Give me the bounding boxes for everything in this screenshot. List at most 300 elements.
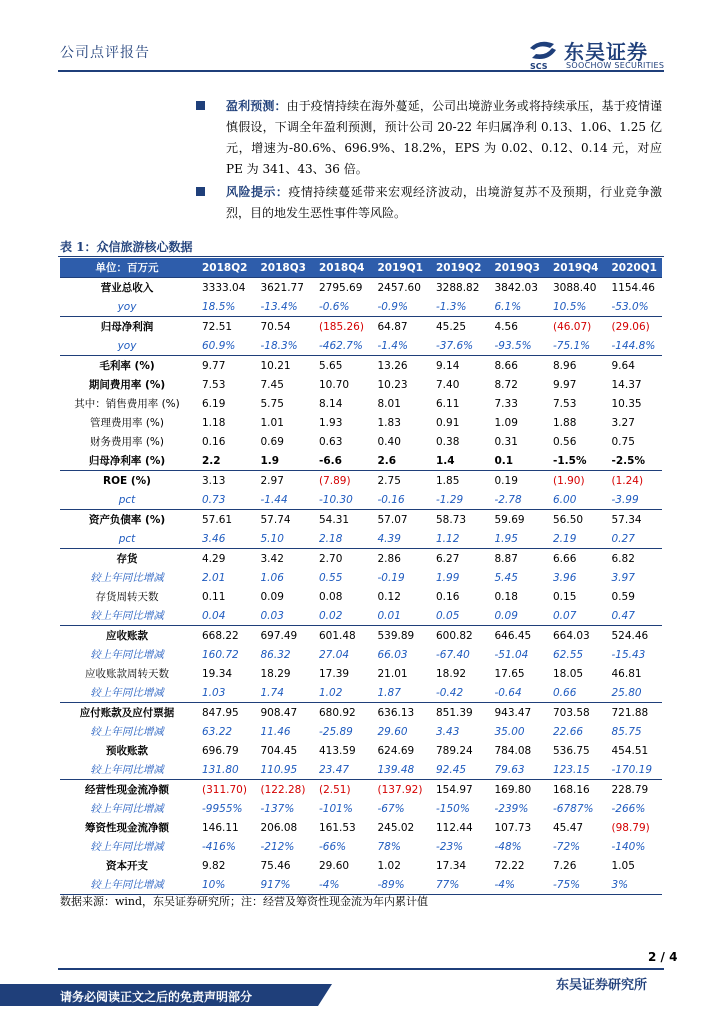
table-cell: 1.06 (260, 571, 284, 584)
table-cell: -137% (260, 802, 295, 815)
table-cell: 72.51 (194, 317, 253, 337)
table-cell: 536.75 (553, 744, 590, 757)
column-header: 2018Q3 (253, 258, 312, 278)
table-cell: 9.97 (553, 378, 577, 391)
table-cell: 206.08 (260, 821, 298, 834)
table-cell: 539.89 (370, 626, 429, 646)
table-cell: 3.13 (194, 471, 253, 491)
row-label: 预收账款 (106, 745, 148, 757)
table-cell: 0.09 (494, 609, 518, 622)
row-label: yoy (117, 300, 137, 313)
table-cell: 0.18 (494, 590, 518, 603)
table-cell: 11.46 (260, 725, 291, 738)
table-cell: -4% (311, 875, 370, 895)
table-cell: 1.4 (436, 454, 455, 467)
table-cell: 45.25 (428, 317, 487, 337)
table-cell: 18.29 (260, 667, 291, 680)
table-cell: 0.91 (436, 416, 460, 429)
row-label: yoy (117, 339, 137, 352)
table-cell: -1.44 (260, 493, 288, 506)
table-cell: 2.18 (319, 532, 343, 545)
table-cell: 664.03 (545, 626, 604, 646)
table-cell: 7.53 (202, 378, 226, 391)
table-cell: 624.69 (377, 744, 415, 757)
row-label: pct (118, 493, 136, 506)
table-cell: 1154.46 (604, 278, 663, 298)
table-cell: -48% (494, 840, 522, 853)
table-cell: 54.31 (311, 510, 370, 530)
table-cell: 1.74 (260, 686, 284, 699)
table-cell: 0.47 (611, 609, 635, 622)
row-label: 较上年同比增减 (90, 687, 164, 699)
table-cell: 5.10 (260, 532, 284, 545)
table-cell: 9.82 (202, 859, 226, 872)
table-cell: 5.45 (494, 571, 518, 584)
table-row (60, 645, 662, 664)
table-row (60, 741, 662, 760)
table-cell: -0.19 (377, 571, 405, 584)
table-cell: 704.45 (260, 744, 298, 757)
row-label: 较上年同比增减 (90, 726, 164, 738)
table-row (60, 587, 662, 606)
table-title: 表 1：众信旅游核心数据 (60, 240, 193, 254)
table-cell: 10.23 (377, 378, 408, 391)
table-cell: (185.26) (311, 317, 370, 337)
table-cell: 9.64 (604, 356, 663, 376)
row-label: 较上年同比增减 (90, 610, 164, 622)
table-cell: (7.89) (311, 471, 370, 491)
table-cell: 14.37 (611, 378, 642, 391)
table-cell: 721.88 (604, 703, 663, 723)
column-header: 2018Q2 (194, 258, 253, 278)
table-cell: 86.32 (260, 648, 291, 661)
table-cell: -4% (487, 875, 546, 895)
table-cell: 3088.40 (545, 278, 604, 298)
bullet-title: 盈利预测： (226, 99, 287, 113)
table-cell: 2.75 (370, 471, 429, 491)
table-cell: 107.73 (494, 821, 532, 834)
table-cell: -13.4% (260, 300, 298, 313)
table-cell: 72.22 (494, 859, 525, 872)
table-cell: 9.14 (428, 356, 487, 376)
column-header: 2019Q2 (428, 258, 487, 278)
core-data-table (60, 258, 662, 895)
table-cell: 413.59 (319, 744, 356, 757)
table-cell: -101% (319, 802, 353, 815)
table-row (60, 626, 662, 646)
table-cell: 2.19 (553, 532, 577, 545)
table-cell: 66.03 (377, 648, 408, 661)
table-cell: -1.29 (436, 493, 464, 506)
table-cell: 60.9% (202, 339, 236, 352)
table-cell: 57.34 (604, 510, 663, 530)
column-header: 2018Q4 (311, 258, 370, 278)
row-label: 存货 (60, 549, 194, 569)
table-row (60, 875, 662, 895)
row-label: 管理费用率 (%) (89, 417, 164, 429)
table-cell: 2457.60 (370, 278, 429, 298)
table-row (60, 683, 662, 703)
table-cell: 1.05 (611, 859, 635, 872)
table-cell: 2.97 (253, 471, 312, 491)
table-cell: -212% (260, 840, 295, 853)
table-cell: 13.26 (370, 356, 429, 376)
table-cell: 1.18 (202, 416, 226, 429)
table-cell: -67.40 (436, 648, 470, 661)
table-row (60, 703, 662, 723)
table-cell: -89% (370, 875, 429, 895)
table-cell: 696.79 (202, 744, 239, 757)
table-cell: -1.5% (553, 454, 587, 467)
table-title-divider (58, 256, 664, 257)
table-cell: 62.55 (553, 648, 584, 661)
table-cell: (137.92) (370, 780, 429, 800)
table-cell: 0.59 (611, 590, 635, 603)
table-cell: 77% (428, 875, 487, 895)
logo-mark-text: SCS (530, 62, 548, 70)
logo-name-en: SOOCHOW SECURITIES (566, 61, 665, 70)
table-cell: 22.66 (553, 725, 584, 738)
table-cell: -66% (319, 840, 347, 853)
row-label: 归母净利润 (60, 317, 194, 337)
table-cell: -140% (611, 840, 646, 853)
table-row (60, 856, 662, 875)
table-cell: 4.29 (194, 549, 253, 569)
table-cell: 1.87 (377, 686, 401, 699)
table-cell: 2.6 (377, 454, 397, 467)
table-cell: 169.80 (487, 780, 546, 800)
table-cell: -67% (377, 802, 405, 815)
table-cell: 1.09 (494, 416, 518, 429)
table-cell: 668.22 (194, 626, 253, 646)
table-cell: (46.07) (545, 317, 604, 337)
table-cell: -6787% (553, 802, 594, 815)
row-label: 较上年同比增减 (90, 803, 164, 815)
table-cell: -15.43 (611, 648, 646, 661)
bullet-title: 风险提示： (226, 185, 289, 199)
table-cell: 680.92 (311, 703, 370, 723)
table-cell: 1.95 (494, 532, 518, 545)
table-cell: 1.03 (202, 686, 226, 699)
source-note: 数据来源：wind，东吴证券研究所；注：经营及筹资性现金流为年内累计值 (60, 895, 429, 908)
table-cell: 3.96 (553, 571, 577, 584)
table-cell: 19.34 (202, 667, 233, 680)
table-cell: 0.63 (319, 435, 343, 448)
column-header: 2020Q1 (604, 258, 663, 278)
table-cell: 3.43 (436, 725, 460, 738)
table-cell: (311.70) (194, 780, 253, 800)
table-cell: -0.42 (436, 686, 464, 699)
table-cell: 851.39 (428, 703, 487, 723)
table-cell: 1.88 (553, 416, 577, 429)
table-cell: 0.1 (494, 454, 514, 467)
table-cell: 18.92 (436, 667, 467, 680)
column-header: 2019Q3 (487, 258, 546, 278)
table-row (60, 529, 662, 549)
table-cell: 8.72 (494, 378, 518, 391)
table-cell: 2.01 (202, 571, 226, 584)
table-cell: 3288.82 (428, 278, 487, 298)
row-label: 存货周转天数 (95, 591, 159, 603)
table-cell: 228.79 (604, 780, 663, 800)
table-cell: 789.24 (436, 744, 473, 757)
table-cell: 160.72 (202, 648, 239, 661)
unit-label: 单位：百万元 (60, 258, 194, 278)
table-cell: 8.14 (319, 397, 343, 410)
table-cell: 123.15 (553, 763, 590, 776)
table-cell: -2.5% (611, 454, 645, 467)
row-label: 其中：销售费用率 (%) (74, 398, 180, 410)
table-cell: 57.74 (253, 510, 312, 530)
row-label: 较上年同比增减 (90, 841, 164, 853)
table-cell: 1.93 (319, 416, 343, 429)
row-label: 应付账款及应付票据 (60, 703, 194, 723)
table-cell: 0.02 (319, 609, 343, 622)
row-label: 资产负债率 (%) (60, 510, 194, 530)
row-label: pct (118, 532, 136, 545)
table-cell: 8.87 (487, 549, 546, 569)
table-cell: 3842.03 (487, 278, 546, 298)
table-cell: 1.01 (260, 416, 284, 429)
page-number: 2 / 4 (648, 950, 678, 964)
table-row (60, 549, 662, 569)
table-row (60, 799, 662, 818)
bullet-body: 疫情持续蔓延带来宏观经济波动，出境游复苏不及预期，行业竞争激烈，目的地发生恶性事件等风险。 (226, 185, 662, 220)
table-cell: 25.80 (611, 686, 642, 699)
table-row (60, 432, 662, 451)
table-cell: 2.70 (311, 549, 370, 569)
table-cell: 0.27 (611, 532, 635, 545)
table-row (60, 510, 662, 530)
disclaimer-text: 请务必阅读正文之后的免责声明部分 (60, 990, 253, 1004)
table-cell: 0.05 (436, 609, 460, 622)
table-cell: 0.19 (487, 471, 546, 491)
table-cell: 524.46 (604, 626, 663, 646)
table-cell: 636.13 (370, 703, 429, 723)
table-cell: 6.27 (428, 549, 487, 569)
logo-name-cn: 东吴证券 (564, 40, 648, 64)
table-cell: 0.40 (377, 435, 401, 448)
table-cell: 0.07 (553, 609, 577, 622)
table-cell: 0.16 (202, 435, 226, 448)
table-cell: 1.85 (428, 471, 487, 491)
table-cell: 0.38 (436, 435, 460, 448)
table-cell: 18.5% (202, 300, 236, 313)
column-header: 2019Q4 (545, 258, 604, 278)
table-cell: 8.66 (487, 356, 546, 376)
table-cell: 131.80 (202, 763, 239, 776)
table-cell: 0.75 (611, 435, 635, 448)
table-row (60, 451, 662, 471)
footer-banner-tip (318, 984, 332, 1006)
table-row (60, 780, 662, 800)
table-cell: -75.1% (553, 339, 591, 352)
table-row (60, 317, 662, 337)
table-row (60, 568, 662, 587)
table-row (60, 278, 662, 298)
table-cell: 6.82 (604, 549, 663, 569)
table-cell: 3.46 (202, 532, 226, 545)
table-cell: 45.47 (553, 821, 584, 834)
table-cell: -37.6% (436, 339, 474, 352)
table-row (60, 760, 662, 780)
table-cell: -0.6% (319, 300, 350, 313)
table-cell: 10% (194, 875, 253, 895)
table-cell: 7.26 (553, 859, 577, 872)
table-cell: 59.69 (487, 510, 546, 530)
table-cell: 146.11 (202, 821, 239, 834)
table-cell: -75% (545, 875, 604, 895)
table-cell: -10.30 (319, 493, 353, 506)
table-row (60, 336, 662, 356)
table-cell: 3% (604, 875, 663, 895)
table-cell: 0.08 (319, 590, 343, 603)
table-cell: 0.73 (202, 493, 226, 506)
table-row (60, 606, 662, 626)
table-cell: (1.90) (545, 471, 604, 491)
bullet-square-icon (196, 101, 205, 110)
table-cell: 161.53 (319, 821, 356, 834)
logo-mark-icon (526, 36, 560, 70)
table-cell: 7.33 (494, 397, 518, 410)
table-cell: 70.54 (253, 317, 312, 337)
table-cell: (98.79) (611, 821, 650, 834)
table-cell: -0.9% (377, 300, 408, 313)
table-cell: -51.04 (494, 648, 529, 661)
table-cell: 21.01 (377, 667, 408, 680)
table-cell: -2.78 (494, 493, 522, 506)
table-cell: -150% (436, 802, 470, 815)
table-cell: 0.31 (494, 435, 518, 448)
table-cell: 64.87 (370, 317, 429, 337)
row-label: 财务费用率 (%) (89, 436, 164, 448)
table-cell: 0.01 (377, 609, 401, 622)
table-cell: -3.99 (611, 493, 639, 506)
table-cell: 0.56 (553, 435, 577, 448)
table-cell: 2795.69 (311, 278, 370, 298)
table-cell: 78% (377, 840, 401, 853)
table-cell: 784.08 (494, 744, 532, 757)
table-cell: 79.63 (494, 763, 525, 776)
table-cell: 85.75 (611, 725, 642, 738)
table-cell: 697.49 (253, 626, 312, 646)
row-label: 筹资性现金流净额 (85, 822, 169, 834)
table-cell: 703.58 (545, 703, 604, 723)
table-cell: -72% (553, 840, 581, 853)
table-cell: 8.96 (545, 356, 604, 376)
table-cell: -53.0% (611, 300, 649, 313)
row-label: 期间费用率 (%) (88, 379, 166, 391)
bullet-earnings-forecast (196, 96, 662, 180)
table-cell: 0.12 (377, 590, 401, 603)
table-cell: 6.00 (553, 493, 577, 506)
table-cell: 3.97 (611, 571, 635, 584)
table-row (60, 818, 662, 837)
table-cell: 10.5% (553, 300, 587, 313)
table-cell: 7.40 (436, 378, 460, 391)
table-cell: 29.60 (319, 859, 350, 872)
table-row (60, 664, 662, 683)
table-cell: -239% (494, 802, 529, 815)
table-cell: 1.12 (436, 532, 460, 545)
table-cell: 139.48 (377, 763, 415, 776)
table-cell: 245.02 (377, 821, 415, 834)
table-cell: 154.97 (428, 780, 487, 800)
table-cell: -6.6 (319, 454, 342, 467)
table-cell: 7.45 (260, 378, 284, 391)
table-cell: 8.01 (377, 397, 401, 410)
table-cell: 0.09 (260, 590, 284, 603)
table-cell: 58.73 (428, 510, 487, 530)
table-cell: 4.39 (377, 532, 401, 545)
report-type: 公司点评报告 (60, 45, 150, 61)
table-cell: 0.55 (319, 571, 343, 584)
table-row (60, 356, 662, 376)
table-row (60, 297, 662, 317)
table-row (60, 490, 662, 510)
table-cell: 17.65 (494, 667, 525, 680)
table-cell: 75.46 (260, 859, 291, 872)
table-cell: -25.89 (319, 725, 353, 738)
table-cell: 0.03 (260, 609, 284, 622)
table-cell: (122.28) (253, 780, 312, 800)
table-cell: 6.11 (436, 397, 460, 410)
table-cell: 56.50 (545, 510, 604, 530)
table-row (60, 375, 662, 394)
header-divider (58, 70, 664, 72)
row-label: 较上年同比增减 (90, 764, 164, 776)
table-cell: -18.3% (260, 339, 298, 352)
table-cell: 847.95 (194, 703, 253, 723)
table-cell: -0.64 (494, 686, 522, 699)
row-label: 经营性现金流净额 (60, 780, 194, 800)
table-cell: -144.8% (611, 339, 656, 352)
table-cell: 3621.77 (253, 278, 312, 298)
bullet-risk (196, 182, 662, 224)
table-cell: 0.16 (436, 590, 460, 603)
table-cell: 5.75 (260, 397, 284, 410)
table-cell: 9.77 (194, 356, 253, 376)
table-cell: 1.02 (319, 686, 343, 699)
table-cell: 10.35 (611, 397, 642, 410)
row-label: ROE (%) (60, 471, 194, 491)
row-label: 营业总收入 (60, 278, 194, 298)
table-cell: 646.45 (487, 626, 546, 646)
table-cell: 917% (253, 875, 312, 895)
table-cell: 600.82 (428, 626, 487, 646)
row-label: 较上年同比增减 (90, 649, 164, 661)
table-cell: 1.99 (436, 571, 460, 584)
table-cell: 35.00 (494, 725, 525, 738)
table-cell: 23.47 (319, 763, 350, 776)
table-cell: 110.95 (260, 763, 298, 776)
row-label: 毛利率 (%) (60, 356, 194, 376)
table-cell: 1.02 (377, 859, 401, 872)
table-cell: 18.05 (553, 667, 584, 680)
footer-divider (58, 968, 664, 970)
table-cell: -462.7% (319, 339, 363, 352)
table-cell: -1.4% (377, 339, 408, 352)
table-cell: 7.53 (553, 397, 577, 410)
table-cell: 908.47 (253, 703, 312, 723)
table-cell: (2.51) (311, 780, 370, 800)
table-cell: 0.66 (553, 686, 577, 699)
table-cell: 6.1% (494, 300, 522, 313)
table-cell: 5.65 (311, 356, 370, 376)
table-cell: 2.2 (202, 454, 221, 467)
table-cell: 454.51 (611, 744, 649, 757)
table-row (60, 394, 662, 413)
